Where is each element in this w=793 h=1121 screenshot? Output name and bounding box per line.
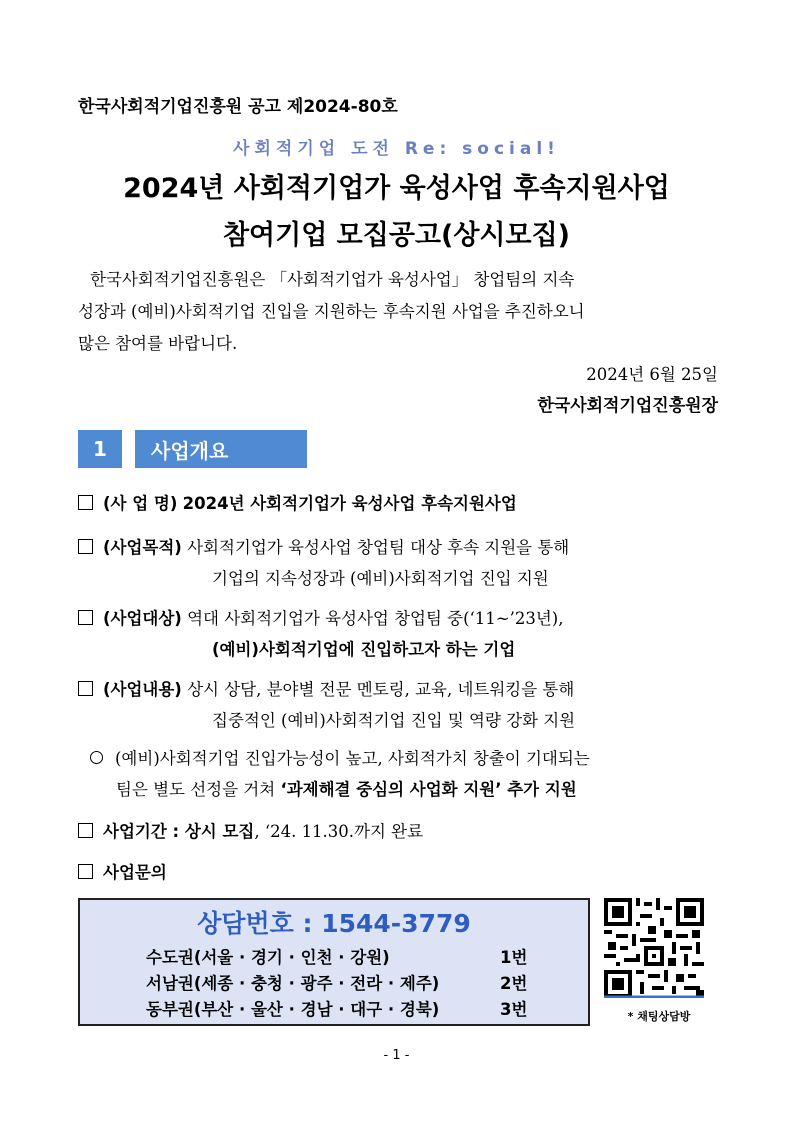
region-ext: 1번 [500,948,528,967]
item-label: (사업대상) [103,609,182,628]
slogan: 사회적기업 도전 Re: social! [233,139,560,159]
circle-bullet-icon [90,751,103,764]
sub-item-text: (예비)사회적기업 진입가능성이 높고, 사회적가치 창출이 기대되는 [115,749,590,768]
region-name: 동부권(부산 · 울산 · 경남 · 대구 · 경북) [146,1000,440,1019]
item-value: 역대 사회적기업가 육성사업 창업팀 중(‘11~’23년), [187,609,564,628]
checkbox-square-icon [78,823,93,838]
section-number: 1 [78,430,122,468]
intro-line: 많은 참여를 바랍니다. [78,334,238,353]
checkbox-square-icon [78,495,93,510]
item-target [78,603,718,665]
region-ext: 2번 [500,974,528,993]
page-title-line2: 참여기업 모집공고(상시모집) [222,220,571,251]
item-label: 사업기간 : 상시 모집 [103,822,255,841]
item-period [78,816,718,847]
item-purpose [78,532,718,594]
checkbox-square-icon [78,610,93,625]
item-value: , ‘24. 11.30.까지 완료 [254,822,424,841]
page-title-line1: 2024년 사회적기업가 육성사업 후속지원사업 [123,173,670,204]
qr-caption: * 채팅상담방 [627,1010,691,1023]
signer: 한국사회적기업진흥원장 [537,396,718,416]
intro-line: 성장과 (예비)사회적기업 진입을 지원하는 후속지원 사업을 추진하오니 [78,302,585,321]
contact-phone: 상담번호 : 1544-3779 [197,909,471,938]
region-ext: 3번 [500,1000,528,1019]
sub-item-emphasis: ‘과제해결 중심의 사업화 지원’ 추가 지원 [280,780,577,799]
contact-box [78,898,590,1026]
notice-number: 한국사회적기업진흥원 공고 제2024-80호 [78,97,398,117]
sub-item-text: 팀은 별도 선정을 거쳐 [116,780,281,799]
item-label: 사업문의 [103,863,167,882]
page-number: - 1 - [383,1048,410,1063]
item-name [78,488,718,519]
item-label: (사업목적) [103,538,182,557]
item-label: (사업내용) [103,680,182,699]
intro-paragraph [78,264,718,360]
checkbox-square-icon [78,539,93,554]
checkbox-square-icon [78,681,93,696]
announcement-date: 2024년 6월 25일 [586,365,718,384]
item-value: 2024년 사회적기업가 육성사업 후속지원사업 [182,494,517,513]
qr-code-icon[interactable] [604,898,704,998]
checkbox-square-icon [78,864,93,879]
region-name: 수도권(서울 · 경기 · 인천 · 강원) [146,948,390,967]
item-value: (예비)사회적기업에 진입하고자 하는 기업 [212,640,516,659]
intro-line: 한국사회적기업진흥원은 「사회적기업가 육성사업」 창업팀의 지속 [90,270,575,289]
region-name: 서남권(세종 · 충청 · 광주 · 전라 · 제주) [146,974,440,993]
section-title: 사업개요 [135,430,307,468]
sub-item [90,743,718,805]
item-value: 사회적기업가 육성사업 창업팀 대상 후속 지원을 통해 [187,538,570,557]
item-inquiry [78,857,718,888]
item-value: 상시 상담, 분야별 전문 멘토링, 교육, 네트워킹을 통해 [187,680,575,699]
item-content [78,674,718,736]
item-value: 집중적인 (예비)사회적기업 진입 및 역량 강화 지원 [212,711,576,730]
item-value: 기업의 지속성장과 (예비)사회적기업 진입 지원 [212,569,549,588]
item-label: (사 업 명) [103,494,178,513]
